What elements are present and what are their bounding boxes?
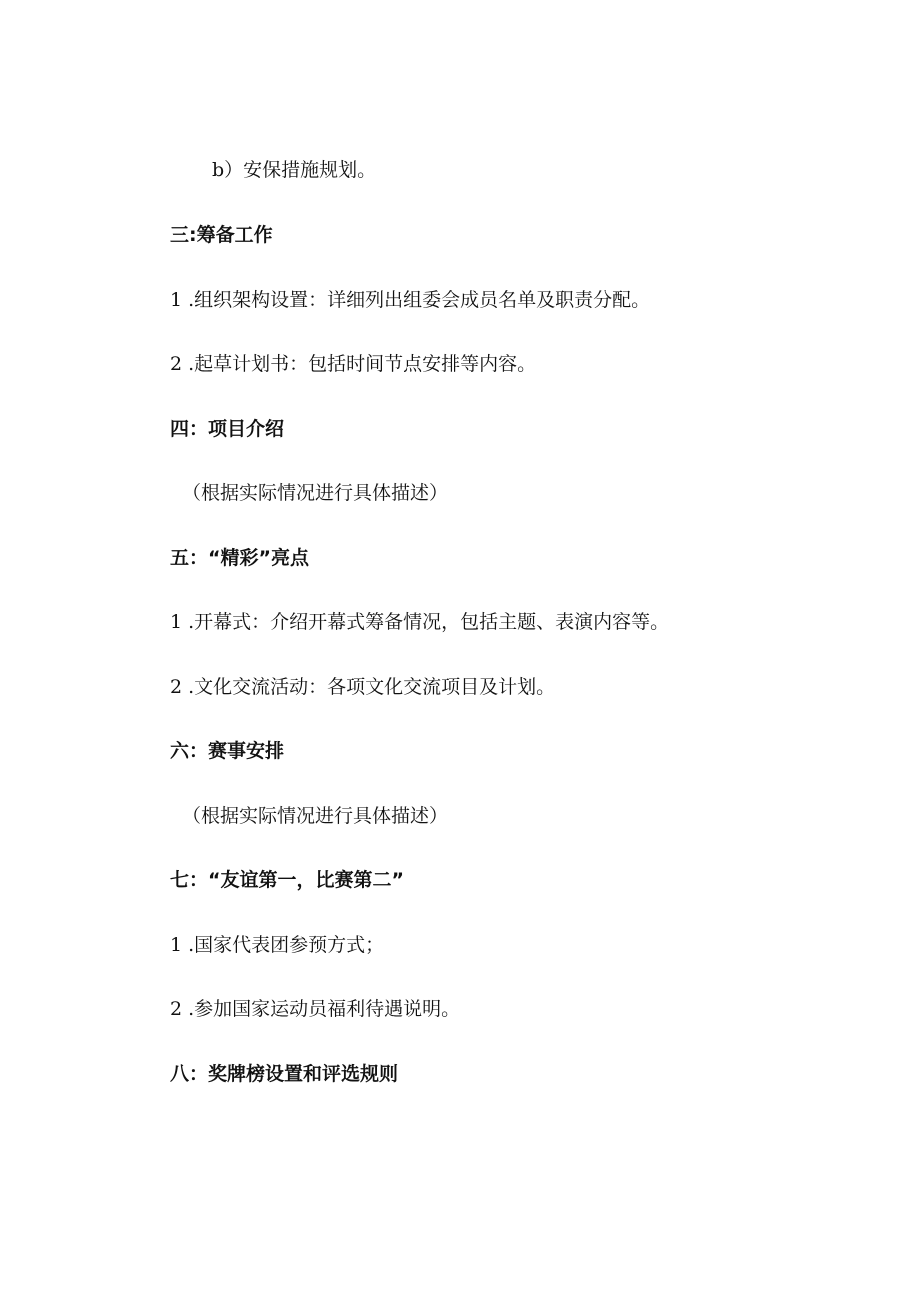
section-heading-4: 四：项目介绍: [170, 418, 285, 440]
section-heading-3: 三:筹备工作: [170, 224, 273, 246]
list-item-7-2: 2 .参加国家运动员福利待遇说明。: [170, 998, 461, 1020]
list-item-5-2: 2 .文化交流活动：各项文化交流项目及计划。: [170, 676, 556, 698]
section-heading-8: 八：奖牌榜设置和评选规则: [170, 1063, 399, 1085]
section-heading-5: 五：“精彩”亮点: [170, 547, 309, 569]
section-body-4: （根据实际情况进行具体描述）: [182, 482, 449, 504]
list-item-3-1: 1 .组织架构设置：详细列出组委会成员名单及职责分配。: [170, 289, 651, 311]
section-heading-6: 六：赛事安排: [170, 740, 285, 762]
list-item-5-1: 1 .开幕式：介绍开幕式筹备情况，包括主题、表演内容等。: [170, 611, 670, 633]
list-item-7-1: 1 .国家代表团参预方式；: [170, 934, 385, 956]
section-heading-7: 七：“友谊第一，比赛第二”: [170, 869, 404, 891]
section-body-6: （根据实际情况进行具体描述）: [182, 805, 449, 827]
list-item-3-2: 2 .起草计划书：包括时间节点安排等内容。: [170, 353, 537, 375]
list-item-b: b）安保措施规划。: [212, 159, 377, 181]
